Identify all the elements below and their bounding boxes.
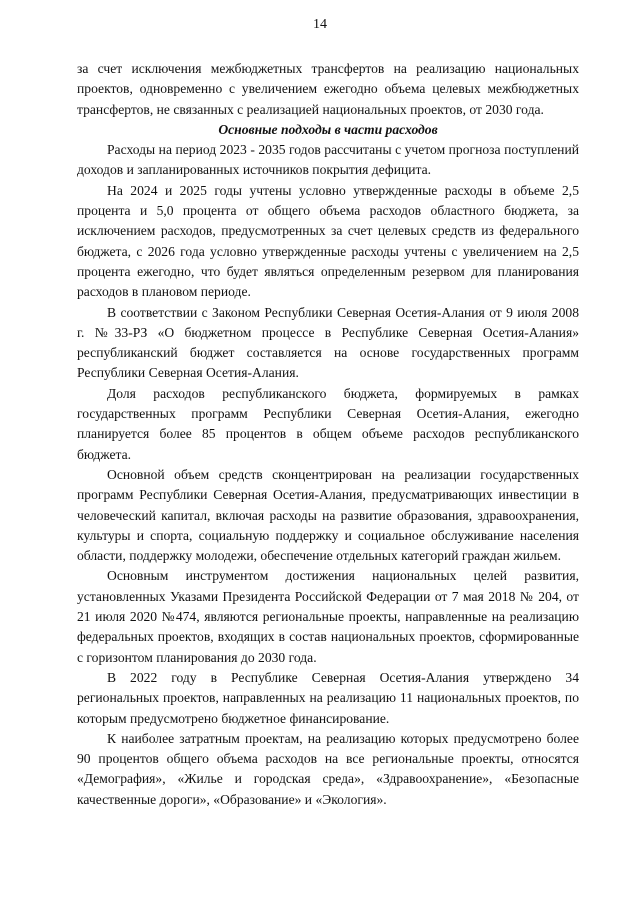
section-heading: Основные подходы в части расходов (218, 121, 438, 137)
paragraph-continuation: за счет исключения межбюджетных трансфертов на реализацию национальных проектов, одновременно с увеличением ежегодно объема целевых межбюджетных трансфертов, не связанных с реализацией национальных проектов, от 2030 года. (77, 61, 579, 117)
paragraph-regional-projects-2022: В 2022 году в Республике Северная Осетия-Алания утверждено 34 региональных проектов, направленных на реализацию 11 национальных проектов, по которым предусмотрено бюджетное финансирование. (77, 669, 579, 726)
paragraph-expenditure-period: Расходы на период 2023 - 2035 годов рассчитаны с учетом прогноза поступлений доходов и запланированных источников покрытия дефицита. (77, 142, 579, 178)
paragraph-main-volume: Основной объем средств сконцентрирован на реализации государственных программ Республики Северная Осетия-Алания, предусматривающих инвестиции в человеческий капитал, включая расходы на развитие образования, здравоохранения, культуры и спорта, социальную поддержку и социальное обслуживание населения области, поддержку молодежи, обеспечение отдельных категорий граждан жильем. (77, 466, 579, 564)
page-number: 14 (313, 17, 327, 32)
paragraph-costliest-projects: К наиболее затратным проектам, на реализацию которых предусмотрено более 90 процентов общего объема расходов на все региональные проекты, относятся «Демография», «Жилье и городская среда», «Здравоохранение», «Безопасные качественные дороги», «Образование» и «Экология». (77, 730, 579, 807)
paragraph-budget-law: В соответствии с Законом Республики Северная Осетия-Алания от 9 июля 2008 г. №33-РЗ «О бюджетном процессе в Республике Северная Осетия-Алания» республиканский бюджет составляется на основе государственных программ Республики Северная Осетия-Алания. (77, 304, 579, 381)
paragraph-program-share: Доля расходов республиканского бюджета, формируемых в рамках государственных программ Республики Северная Осетия-Алания, ежегодно планируется более 85 процентов в общем объеме расходов республиканского бюджета. (77, 385, 579, 462)
paragraph-conditional-expenditures: На 2024 и 2025 годы учтены условно утвержденные расходы в объеме 2,5 процента и 5,0 процента от общего объема расходов областного бюджета, за исключением расходов, предусмотренных за счет целевых средств из федерального бюджета, с 2026 года условно утвержденные расходы учтены с увеличением на 2,5 процента ежегодно, что будет являться определенным резервом для планирования расходов в плановом периоде. (77, 182, 579, 300)
document-body (77, 59, 579, 810)
paragraph-main-instrument: Основным инструментом достижения национальных целей развития, установленных Указами Президента Российской Федерации от 7 мая 2018 № 204, от 21 июля 2020 №474, являются региональные проекты, направленные на реализацию федеральных проектов, входящих в состав национальных проектов, сформированные с горизонтом планирования до 2030 года. (77, 568, 579, 665)
